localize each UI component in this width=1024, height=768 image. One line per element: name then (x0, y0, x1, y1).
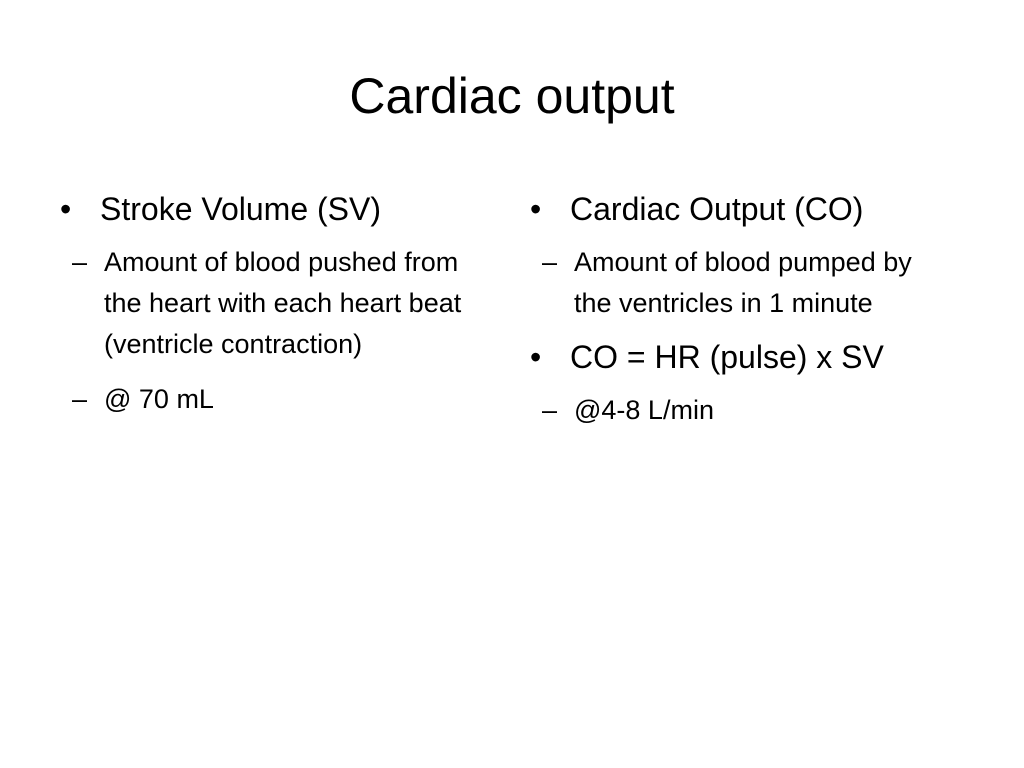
bullet-text: Cardiac Output (CO) (570, 191, 864, 227)
sub-item-sv-definition (72, 242, 500, 365)
bullet-co-formula (530, 338, 930, 431)
right-column (530, 190, 930, 445)
bullet-text: Stroke Volume (SV) (100, 191, 381, 227)
dash-icon: – (72, 384, 88, 414)
dash-icon: – (542, 247, 558, 277)
sub-item-text: Amount of blood pushed from the heart with each heart beat (ventricle contraction) (104, 247, 462, 359)
bullet-cardiac-output (530, 190, 930, 324)
sub-list (542, 390, 930, 431)
left-column (60, 190, 500, 434)
sub-item-sv-value (72, 379, 500, 420)
sub-list (542, 242, 930, 324)
sub-list (72, 242, 500, 420)
dash-icon: – (72, 247, 88, 277)
sub-item-co-definition (542, 242, 930, 324)
sub-item-text: @ 70 mL (104, 384, 214, 414)
sub-item-co-value (542, 390, 930, 431)
bullet-icon: • (530, 191, 542, 227)
bullet-icon: • (60, 191, 72, 227)
bullet-text: CO = HR (pulse) x SV (570, 339, 884, 375)
bullet-icon: • (530, 339, 542, 375)
bullet-stroke-volume (60, 190, 500, 420)
dash-icon: – (542, 395, 558, 425)
slide-title: Cardiac output (349, 68, 675, 124)
sub-item-text: @4-8 L/min (574, 395, 714, 425)
sub-item-text: Amount of blood pumped by the ventricles in 1 minute (574, 247, 912, 318)
